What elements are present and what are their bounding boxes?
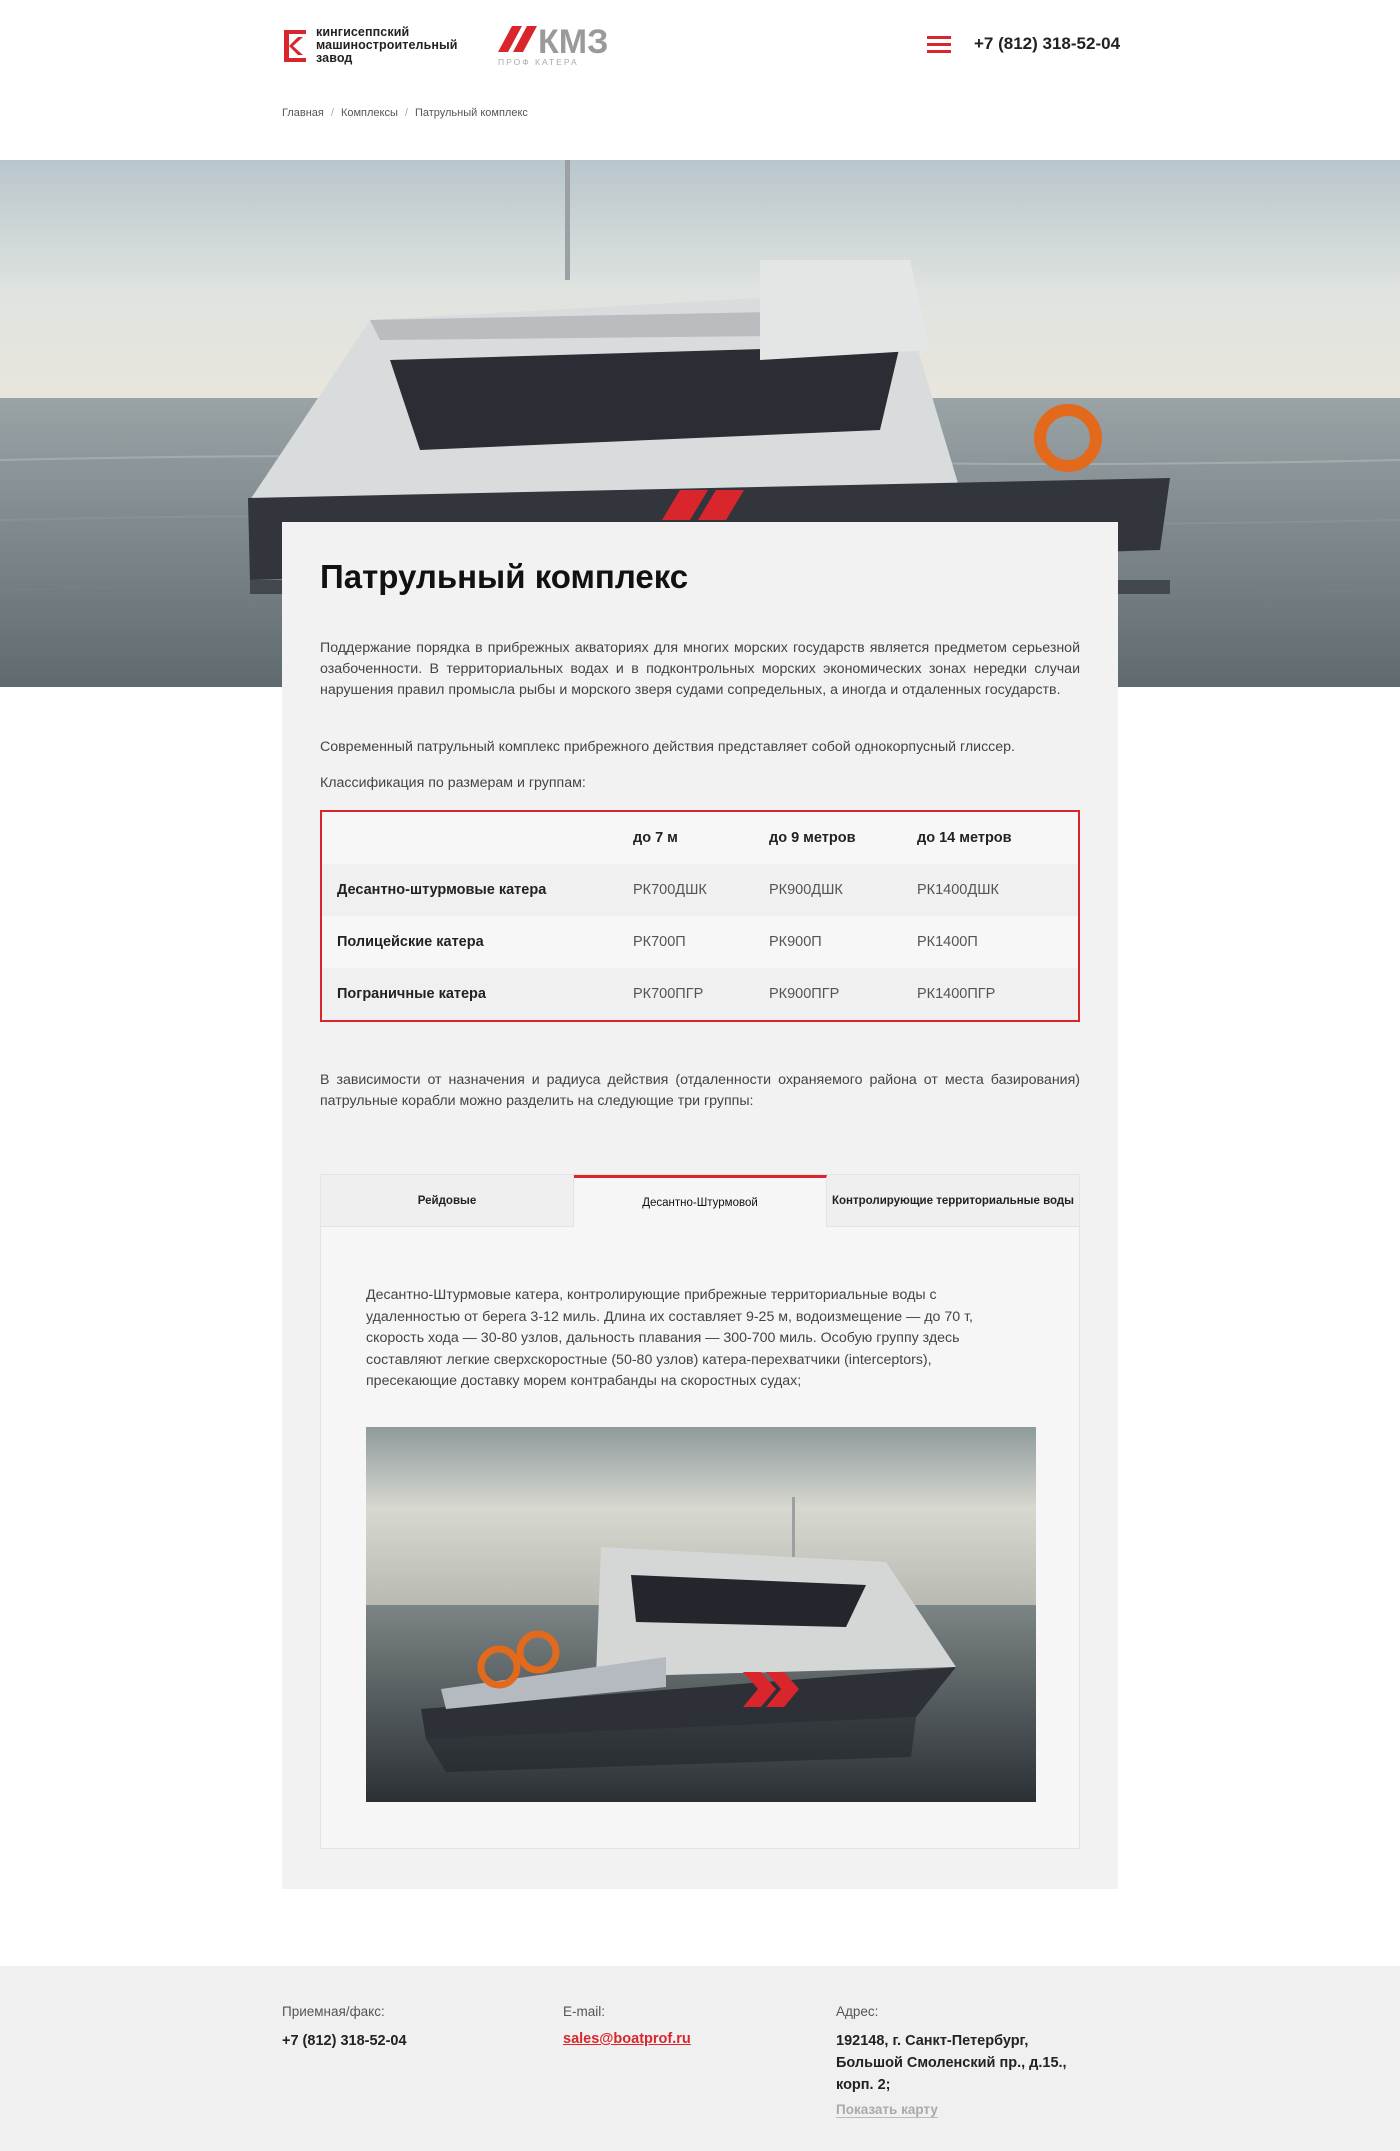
classification-table — [320, 810, 1080, 1022]
svg-text:КМЗ: КМЗ — [538, 23, 609, 61]
table-row-label: Полицейские катера — [337, 934, 484, 950]
tab-territorial-waters[interactable]: Контролирующие территориальные воды — [827, 1175, 1079, 1227]
table-cell: РК1400ПГР — [917, 986, 996, 1002]
show-map-link[interactable]: Показать карту — [836, 2102, 938, 2117]
footer-address-block — [836, 2004, 1067, 2119]
table-header-7m: до 7 м — [633, 830, 678, 846]
table-cell: РК700ПГР — [633, 986, 704, 1002]
footer-phone-label: Приемная/факс: — [282, 2004, 385, 2019]
table-header-empty — [322, 812, 633, 864]
tab-assault[interactable]: Десантно-Штурмовой — [574, 1175, 827, 1227]
content-card — [282, 522, 1118, 1889]
table-row-label: Пограничные катера — [337, 986, 486, 1002]
footer-address-line: Большой Смоленский пр., д.15., — [836, 2055, 1067, 2071]
table-cell: РК700ДШК — [633, 882, 707, 898]
footer-address-label: Адрес: — [836, 2004, 879, 2019]
table-cell: РК700П — [633, 934, 686, 950]
svg-text:ПРОФ КАТЕРА: ПРОФ КАТЕРА — [498, 57, 579, 67]
footer-phone-block — [282, 2004, 407, 2052]
glider-paragraph: Современный патрульный комплекс прибрежного действия представляет собой однокорпусный глиссер. — [320, 739, 1015, 755]
groups-paragraph: В зависимости от назначения и радиуса действия (отдаленности охраняемого района от места базирования) патрульные корабли можно разделить на следующие три группы: — [320, 1072, 1080, 1109]
breadcrumb-home[interactable]: Главная — [282, 107, 324, 119]
breadcrumb: Главная / Комплексы / Патрульный комплекс — [282, 107, 528, 119]
site-header — [0, 0, 1400, 119]
table-cell: РК900ПГР — [769, 986, 840, 1002]
hamburger-icon[interactable] — [927, 34, 951, 54]
table-cell: РК900ДШК — [769, 882, 843, 898]
header-phone-link[interactable]: +7 (812) 318-52-04 — [974, 34, 1121, 53]
footer-phone[interactable]: +7 (812) 318-52-04 — [282, 2033, 407, 2049]
footer-email-link[interactable]: sales@boatprof.ru — [563, 2031, 691, 2047]
table-header-row — [322, 812, 1078, 864]
table-row — [322, 968, 1078, 1020]
table-row — [322, 864, 1078, 916]
tab-content-text: Десантно-Штурмовые катера, контролирующие прибрежные территориальные воды с удаленностью от берега 3-12 миль. Длина их составляет 9-25 м, водоизмещение — до 70 т, скорость хода — 30-80 узлов, дальность плавания — 300-700 миль. Особую группу здесь составляют легкие сверхскоростные (50-80 узлов) катера-перехватчики (interceptors), пресекающие доставку морем контрабанды на скоростных судах; — [366, 1287, 973, 1389]
assault-boat-image — [366, 1427, 1036, 1802]
table-cell: РК900П — [769, 934, 822, 950]
footer-address-line: корп. 2; — [836, 2077, 891, 2093]
site-footer — [0, 1966, 1400, 2151]
tabs-panel — [320, 1174, 1080, 1849]
table-row — [322, 916, 1078, 968]
classification-paragraph: Классификация по размерам и группам: — [320, 775, 586, 791]
kmz-logo[interactable] — [282, 26, 458, 65]
page-title: Патрульный комплекс — [320, 558, 689, 595]
footer-email-label: E-mail: — [563, 2004, 606, 2019]
breadcrumb-complexes[interactable]: Комплексы — [340, 107, 398, 119]
logo-k-icon — [282, 28, 308, 64]
tab-raid[interactable]: Рейдовые — [321, 1175, 574, 1227]
intro-paragraph: Поддержание порядка в прибрежных акваториях для многих морских государств является предметом серьезной озабоченности. В территориальных водах и в подконтрольных морских экономических зонах нередки случаи нарушения правил промысла рыбы и морского зверя судами сопредельных, а иногда и отдаленных государств. — [320, 640, 1080, 698]
table-header-14m: до 14 метров — [917, 830, 1012, 846]
table-cell: РК1400П — [917, 934, 978, 950]
breadcrumb-current: Патрульный комплекс — [414, 107, 528, 119]
table-header-9m: до 9 метров — [769, 830, 856, 846]
table-cell: РК1400ДШК — [917, 882, 999, 898]
table-row-label: Десантно-штурмовые катера — [337, 882, 547, 898]
kmz-prof-logo[interactable] — [498, 22, 653, 68]
logo-text: кингисеппский машиностроительный завод — [316, 25, 458, 65]
tab-bar — [321, 1175, 1079, 1227]
footer-address-line: 192148, г. Санкт-Петербург, — [836, 2033, 1029, 2049]
footer-email-block — [563, 2004, 691, 2048]
